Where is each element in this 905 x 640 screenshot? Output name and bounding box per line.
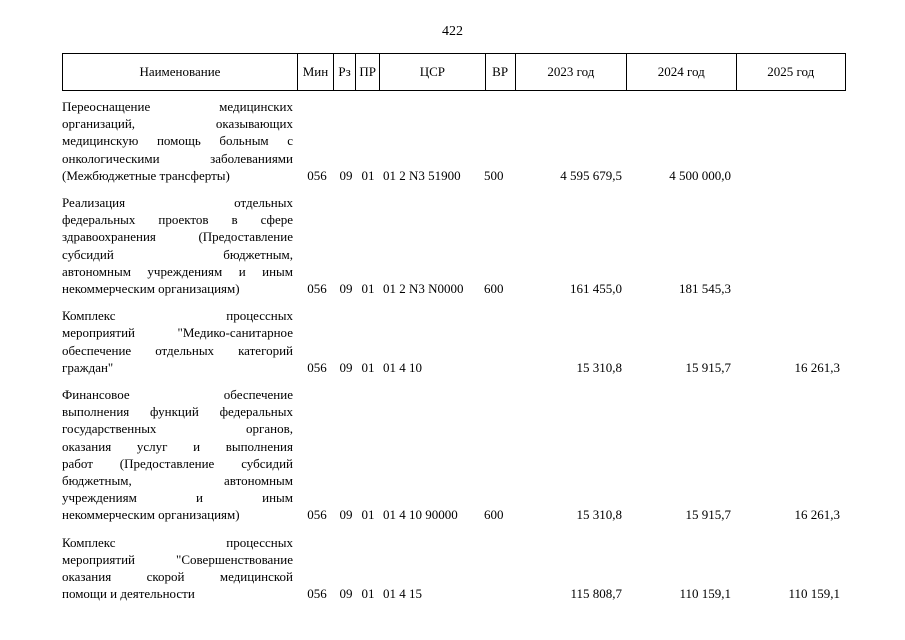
- cell-vr: 600: [484, 281, 504, 297]
- cell-2024: 15 915,7: [685, 359, 731, 375]
- name-line: государственных органов,: [62, 421, 293, 437]
- cell-rz: 09: [339, 167, 353, 183]
- table-row: [62, 194, 846, 297]
- header-2024: 2024 год: [627, 54, 736, 91]
- header-csr: ЦСР: [380, 54, 485, 91]
- name-line: (Межбюджетные трансферты): [62, 167, 230, 183]
- cell-rz: 09: [339, 586, 353, 602]
- table-row: [62, 386, 846, 524]
- cell-min: 056: [307, 586, 327, 602]
- name-line: организаций, оказывающих: [62, 116, 293, 132]
- header-2023: 2023 год: [515, 54, 626, 91]
- name-line: Комплекс процессных: [62, 308, 293, 324]
- cell-min: 056: [307, 507, 327, 523]
- name-line: бюджетным, автономным: [62, 473, 293, 489]
- name-line: субсидий бюджетным,: [62, 246, 293, 262]
- cell-2024: 15 915,7: [685, 507, 731, 523]
- name-line: обеспечение отдельных категорий: [62, 342, 293, 358]
- cell-rz: 09: [339, 359, 353, 375]
- name-line: некоммерческим организациям): [62, 281, 240, 297]
- table-row: [62, 534, 846, 603]
- name-line: Финансовое обеспечение: [62, 387, 293, 403]
- cell-pr: 01: [361, 586, 375, 602]
- name-line: федеральных проектов в сфере: [62, 212, 293, 228]
- cell-pr: 01: [361, 167, 375, 183]
- name-line: медицинскую помощь больным с: [62, 133, 293, 149]
- name-line: работ (Предоставление субсидий: [62, 455, 293, 471]
- cell-2025: 16 261,3: [794, 507, 840, 523]
- name-line: Комплекс процессных: [62, 534, 293, 550]
- cell-csr: 01 4 10 90000: [383, 507, 458, 523]
- name-line: мероприятий "Медико-санитарное: [62, 325, 293, 341]
- cell-2024: 181 545,3: [679, 281, 731, 297]
- name-line: оказания скорой медицинской: [62, 569, 293, 585]
- name-line: мероприятий "Совершенствование: [62, 551, 293, 567]
- cell-csr: 01 2 N3 51900: [383, 167, 461, 183]
- cell-csr: 01 4 10: [383, 359, 422, 375]
- name-line: оказания услуг и выполнения: [62, 438, 293, 454]
- cell-csr: 01 4 15: [383, 586, 422, 602]
- table-body: [62, 98, 846, 612]
- header-name: Наименование: [63, 54, 298, 91]
- cell-2023: 115 808,7: [570, 586, 622, 602]
- name-line: онкологическими заболеваниями: [62, 150, 293, 166]
- cell-2025: 16 261,3: [794, 359, 840, 375]
- header-min: Мин: [297, 54, 333, 91]
- cell-pr: 01: [361, 507, 375, 523]
- cell-rz: 09: [339, 507, 353, 523]
- cell-min: 056: [307, 281, 327, 297]
- cell-2023: 15 310,8: [576, 359, 622, 375]
- cell-rz: 09: [339, 281, 353, 297]
- cell-name: [62, 307, 293, 376]
- cell-name: [62, 534, 293, 603]
- cell-min: 056: [307, 167, 327, 183]
- name-line: Реализация отдельных: [62, 195, 293, 211]
- cell-csr: 01 2 N3 N0000: [383, 281, 464, 297]
- name-line: помощи и деятельности: [62, 586, 195, 602]
- header-pr: ПР: [356, 54, 380, 91]
- name-line: здравоохранения (Предоставление: [62, 229, 293, 245]
- name-line: автономным учреждениям и иным: [62, 263, 293, 279]
- table-header: [62, 53, 846, 91]
- cell-vr: 500: [484, 167, 504, 183]
- table-row: [62, 307, 846, 376]
- cell-2025: 110 159,1: [788, 586, 840, 602]
- table-row: [62, 98, 846, 184]
- name-line: граждан": [62, 359, 114, 375]
- name-line: выполнения функций федеральных: [62, 404, 293, 420]
- cell-2023: 4 595 679,5: [560, 167, 622, 183]
- cell-2024: 4 500 000,0: [669, 167, 731, 183]
- cell-2024: 110 159,1: [679, 586, 731, 602]
- cell-vr: 600: [484, 507, 504, 523]
- cell-min: 056: [307, 359, 327, 375]
- cell-name: [62, 386, 293, 524]
- cell-pr: 01: [361, 359, 375, 375]
- cell-name: [62, 98, 293, 184]
- header-rz: Рз: [334, 54, 356, 91]
- cell-pr: 01: [361, 281, 375, 297]
- header-2025: 2025 год: [736, 54, 846, 91]
- cell-2023: 15 310,8: [576, 507, 622, 523]
- name-line: некоммерческим организациям): [62, 507, 240, 523]
- header-vr: ВР: [485, 54, 515, 91]
- page-number: 422: [442, 24, 463, 39]
- name-line: учреждениям и иным: [62, 490, 293, 506]
- name-line: Переоснащение медицинских: [62, 99, 293, 114]
- cell-name: [62, 194, 293, 297]
- cell-2023: 161 455,0: [570, 281, 622, 297]
